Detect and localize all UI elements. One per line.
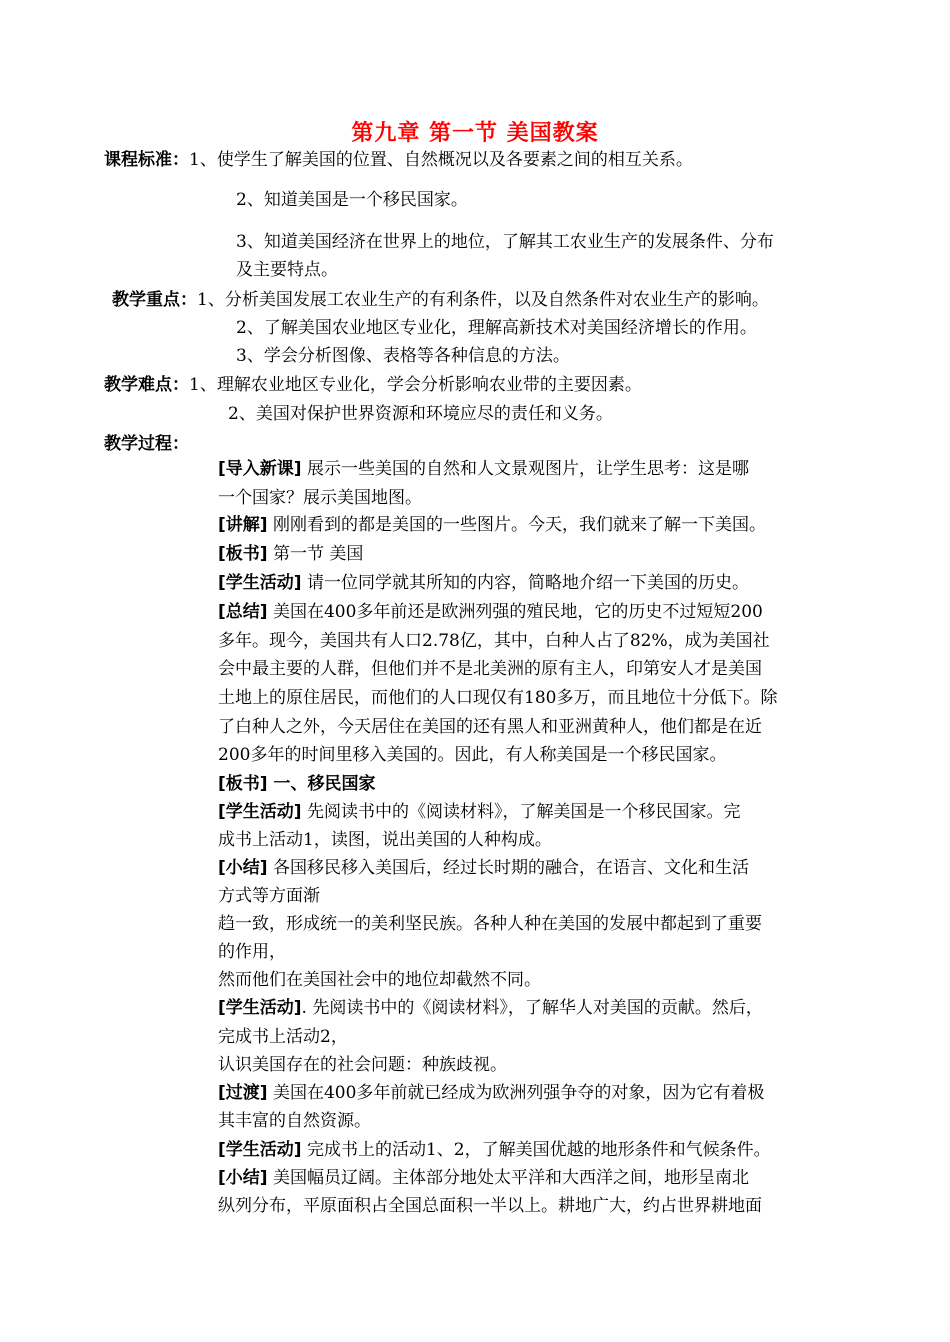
key-points-line-3: 3、学会分析图像、表格等各种信息的方法。 — [236, 346, 570, 366]
process-text: 认识美国存在的社会问题：种族歧视。 — [218, 1055, 507, 1075]
process-tag: [导入新课] — [218, 459, 302, 479]
process-line — [218, 457, 749, 481]
key-points-label: 教学重点： — [112, 290, 197, 310]
standards-item: 1、使学生了解美国的位置、自然概况以及各要素之间的相互关系。 — [189, 150, 693, 170]
process-line — [218, 800, 740, 824]
standards-line-2: 2、知道美国是一个移民国家。 — [236, 190, 468, 210]
process-line — [218, 1166, 749, 1190]
process-line — [218, 912, 762, 936]
process-text: 展示一些美国的自然和人文景观图片，让学生思考：这是哪 — [301, 459, 749, 479]
process-line — [218, 486, 422, 510]
process-text: 多年。现今，美国共有人口2.78亿，其中，白种人占了82%，成为美国社 — [218, 631, 770, 651]
process-text: 方式等方面渐 — [218, 886, 320, 906]
process-line — [218, 600, 763, 624]
process-text: 先阅读书中的《阅读材料》，了解美国是一个移民国家。完 — [301, 802, 741, 822]
process-line — [218, 743, 726, 767]
process-line — [218, 1138, 771, 1162]
difficulties-line-1 — [104, 373, 642, 397]
process-line — [218, 1194, 762, 1218]
process-text: 成书上活动1，读图，说出美国的人种构成。 — [218, 830, 552, 850]
process-tag: [板书] — [218, 544, 268, 564]
process-text: 200多年的时间里移入美国的。因此，有人称美国是一个移民国家。 — [218, 745, 727, 765]
process-text: 其丰富的自然资源。 — [218, 1111, 371, 1131]
process-line — [218, 657, 762, 681]
process-text: 美国幅员辽阔。主体部分地处太平洋和大西洋之间，地形呈南北 — [267, 1168, 749, 1188]
process-tag: [过渡] — [218, 1083, 268, 1103]
process-line — [218, 968, 541, 992]
process-line — [218, 856, 749, 880]
process-line — [218, 715, 762, 739]
process-tag: [学生活动] — [218, 998, 302, 1018]
process-line — [218, 686, 777, 710]
process-line — [218, 629, 770, 653]
process-tag: [总结] — [218, 602, 268, 622]
standards-line-1 — [104, 148, 693, 172]
standards-line-3: 3、知道美国经济在世界上的地位，了解其工农业生产的发展条件、分布 — [236, 232, 774, 252]
standards-label: 课程标准： — [104, 150, 189, 170]
process-line — [218, 772, 375, 796]
process-text: 刚刚看到的都是美国的一些图片。今天，我们就来了解一下美国。 — [267, 515, 766, 535]
key-points-line-2: 2、了解美国农业地区专业化，理解高新技术对美国经济增长的作用。 — [236, 318, 757, 338]
process-text: 趋一致，形成统一的美利坚民族。各种人种在美国的发展中都起到了重要 — [218, 914, 762, 934]
process-line — [218, 828, 552, 852]
process-tag: [学生活动] — [218, 573, 302, 593]
process-text: 会中最主要的人群，但他们并不是北美洲的原有主人，印第安人才是美国 — [218, 659, 762, 679]
process-text: 然而他们在美国社会中的地位却截然不同。 — [218, 970, 541, 990]
difficulties-item: 1、理解农业地区专业化，学会分析影响农业带的主要因素。 — [189, 375, 642, 395]
process-text: 美国在400多年前还是欧洲列强的殖民地，它的历史不过短短200 — [267, 602, 763, 622]
key-points-line-1 — [112, 288, 769, 312]
process-text: 一个国家？展示美国地图。 — [218, 488, 422, 508]
process-text: 土地上的原住居民，而他们的人口现仅有180多万，而且地位十分低下。除 — [218, 688, 778, 708]
standards-line-4: 及主要特点。 — [236, 260, 338, 280]
process-line — [218, 996, 763, 1020]
process-line — [218, 571, 749, 595]
key-points-item: 1、分析美国发展工农业生产的有利条件，以及自然条件对农业生产的影响。 — [197, 290, 769, 310]
process-line — [218, 1081, 764, 1105]
process-text: . 先阅读书中的《阅读材料》，了解华人对美国的贡献。然后， — [301, 998, 763, 1018]
process-text: 请一位同学就其所知的内容，简略地介绍一下美国的历史。 — [301, 573, 749, 593]
process-tag: [小结] — [218, 1168, 268, 1188]
process-line — [218, 1025, 348, 1049]
process-text: 完成书上的活动1、2，了解美国优越的地形条件和气候条件。 — [301, 1140, 771, 1160]
process-line — [218, 513, 766, 537]
process-text: 各国移民移入美国后，经过长时期的融合，在语言、文化和生活 — [267, 858, 749, 878]
process-line — [218, 940, 286, 964]
process-text: 了白种人之外，今天居住在美国的还有黑人和亚洲黄种人，他们都是在近 — [218, 717, 762, 737]
difficulties-label: 教学难点： — [104, 375, 189, 395]
process-text: 第一节 美国 — [267, 544, 364, 564]
process-tag: [小结] — [218, 858, 268, 878]
process-text: 的作用， — [218, 942, 286, 962]
process-line — [218, 1109, 371, 1133]
process-text: 美国在400多年前就已经成为欧洲列强争夺的对象，因为它有着极 — [267, 1083, 765, 1103]
process-line — [218, 542, 363, 566]
process-text: 一、移民国家 — [267, 774, 376, 794]
page-title: 第九章 第一节 美国教案 — [351, 121, 599, 146]
process-label: 教学过程： — [104, 434, 189, 454]
process-line — [218, 1053, 507, 1077]
process-text: 完成书上活动2， — [218, 1027, 348, 1047]
process-tag: [学生活动] — [218, 1140, 302, 1160]
process-tag: [讲解] — [218, 515, 268, 535]
process-text: 纵列分布，平原面积占全国总面积一半以上。耕地广大，约占世界耕地面 — [218, 1196, 762, 1216]
process-tag: [板书] — [218, 774, 268, 794]
process-tag: [学生活动] — [218, 802, 302, 822]
difficulties-line-2: 2、美国对保护世界资源和环境应尽的责任和义务。 — [228, 404, 613, 424]
process-line — [218, 884, 320, 908]
